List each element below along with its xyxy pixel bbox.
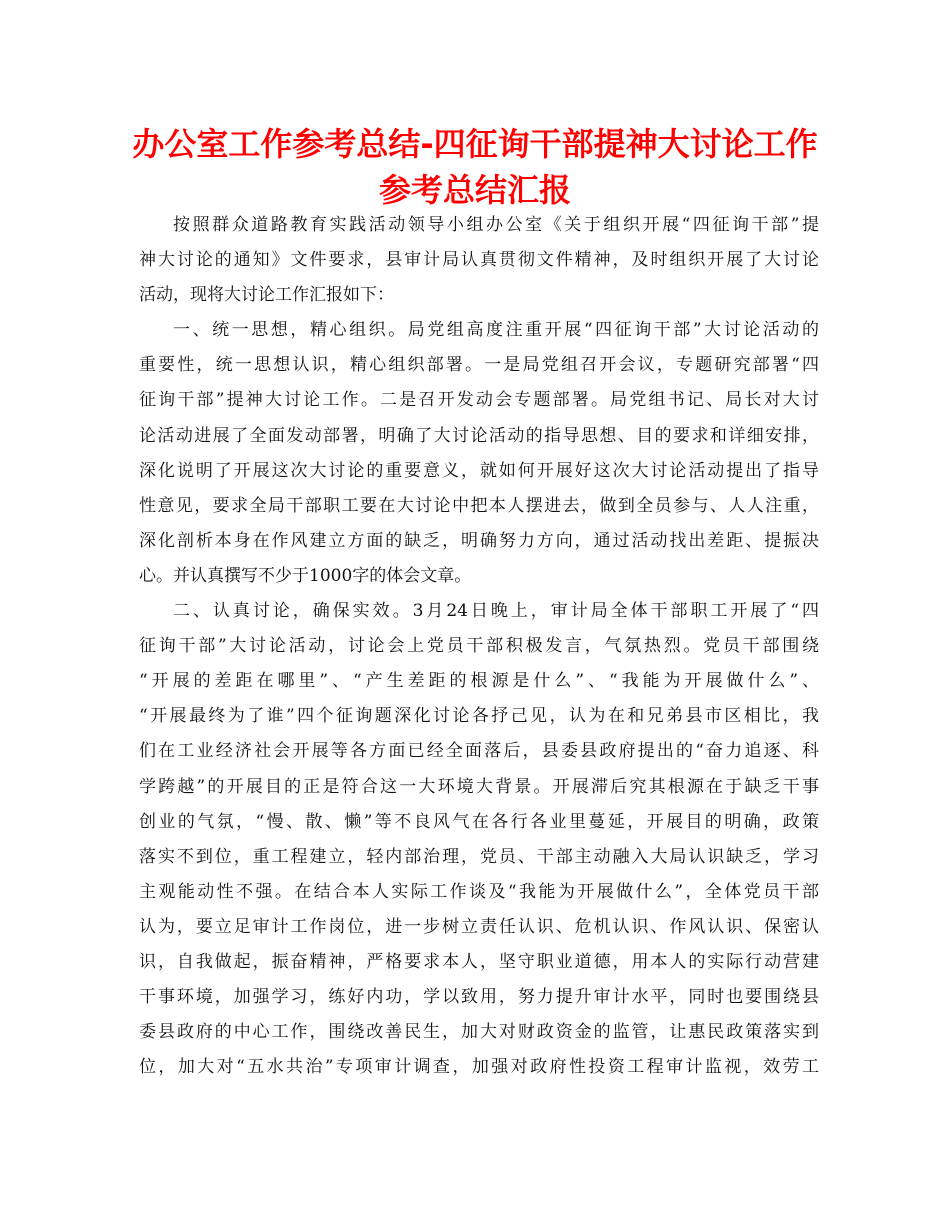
paragraph-line: 深化说明了开展这次大讨论的重要意义，就如何开展好这次大讨论活动提出了指导 [139, 460, 819, 481]
paragraph-line: 认为，要立足审计工作岗位，进一步树立责任认识、危机认识、作风认识、保密认 [139, 916, 819, 937]
paragraph-line: 深化剖析本身在作风建立方面的缺乏，明确努力方向，通过活动找出差距、提振决 [139, 530, 819, 551]
paragraph-line: 神大讨论的通知》文件要求，县审计局认真贯彻文件精神，及时组织开展了大讨论 [139, 250, 819, 271]
document-body [139, 208, 819, 1085]
paragraph-line: 委县政府的中心工作，围绕改善民生，加大对财政资金的监管，让惠民政策落实到 [139, 1022, 819, 1043]
paragraph-line: 性意见，要求全局干部职工要在大讨论中把本人摆进去，做到全员参与、人人注重， [139, 495, 819, 516]
paragraph-line: 论活动进展了全面发动部署，明确了大讨论活动的指导思想、目的要求和详细安排， [139, 425, 819, 446]
paragraph-line: 二、认真讨论，确保实效。3月24日晚上，审计局全体干部职工开展了“四 [173, 601, 819, 622]
paragraph-line: “开展的差距在哪里”、“产生差距的根源是什么”、“我能为开展做什么”、 [139, 671, 819, 692]
paragraph-line: 按照群众道路教育实践活动领导小组办公室《关于组织开展“四征询干部”提 [173, 215, 819, 235]
paragraph-line: 干事环境，加强学习，练好内功，学以致用，努力提升审计水平，同时也要围绕县 [139, 987, 819, 1008]
paragraph-line: 位，加大对“五水共治”专项审计调查，加强对政府性投资工程审计监视，效劳工 [139, 1057, 819, 1078]
paragraph-line: 心。并认真撰写不少于1000字的体会文章。 [139, 565, 472, 586]
paragraph-line: 创业的气氛，“慢、散、懒”等不良风气在各行各业里蔓延，开展目的明确，政策 [139, 811, 819, 832]
paragraph-line: 重要性，统一思想认识，精心组织部署。一是局党组召开会议，专题研究部署“四 [139, 355, 819, 376]
paragraph-line: 落实不到位，重工程建立，轻内部治理，党员、干部主动融入大局认识缺乏，学习 [139, 846, 819, 867]
paragraph-line: 学跨越”的开展目的正是符合这一大环境大背景。开展滞后究其根源在于缺乏干事 [139, 776, 819, 797]
paragraph-line: 活动，现将大讨论工作汇报如下： [139, 285, 394, 306]
paragraph-3 [139, 594, 819, 1085]
paragraph-2 [139, 313, 819, 594]
paragraph-line: 征询干部”大讨论活动，讨论会上党员干部积极发言，气氛热烈。党员干部围绕 [139, 636, 819, 657]
paragraph-line: “开展最终为了谁”四个征询题深化讨论各抒己见，认为在和兄弟县市区相比，我 [139, 706, 819, 727]
paragraph-line: 一、统一思想，精心组织。局党组高度注重开展“四征询干部”大讨论活动的 [173, 320, 819, 341]
paragraph-line: 征询干部”提神大讨论工作。二是召开发动会专题部署。局党组书记、局长对大讨 [139, 390, 819, 411]
paragraph-line: 识，自我做起，振奋精神，严格要求本人，坚守职业道德，用本人的实际行动营建 [139, 951, 819, 972]
paragraph-line: 主观能动性不强。在结合本人实际工作谈及“我能为开展做什么”，全体党员干部 [139, 881, 819, 902]
document-title-line-2: 参考总结汇报 [378, 171, 571, 209]
paragraph-line: 们在工业经济社会开展等各方面已经全面落后，县委县政府提出的“奋力追逐、科 [139, 741, 819, 762]
document-title-line-1: 办公室工作参考总结-四征询干部提神大讨论工作 [132, 125, 818, 163]
paragraph-1 [139, 208, 819, 313]
